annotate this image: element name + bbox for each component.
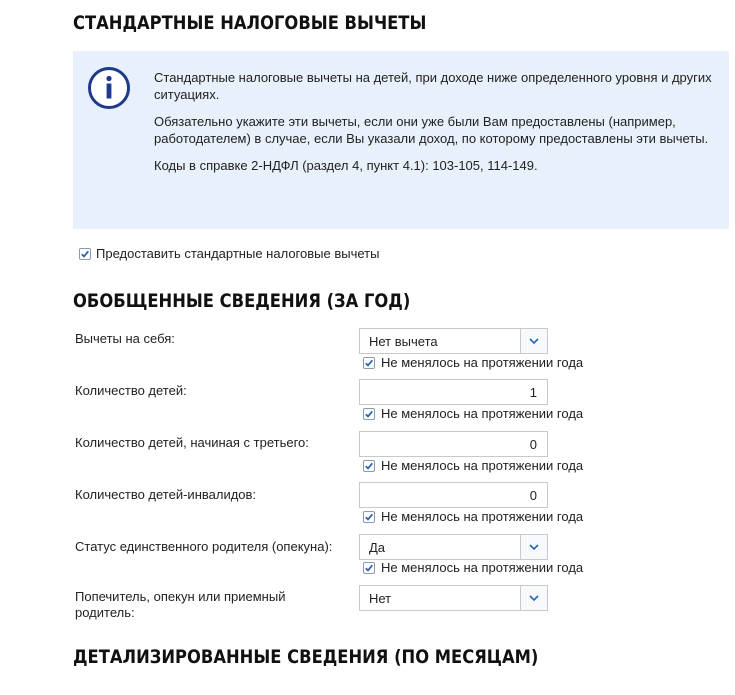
checkmark-icon: [364, 358, 374, 368]
field-label-children-count: Количество детей:: [75, 383, 187, 398]
unchanged-label[interactable]: Не менялось на протяжении года: [381, 458, 584, 473]
field-label-self-deductions: Вычеты на себя:: [75, 331, 175, 346]
chevron-down-icon[interactable]: [520, 329, 547, 353]
chevron-down-icon[interactable]: [520, 586, 547, 610]
input-value: 1: [529, 385, 537, 400]
single-parent-select[interactable]: [359, 534, 548, 560]
chevron-down-icon[interactable]: [520, 535, 547, 559]
checkmark-icon: [364, 563, 374, 573]
field-label-children-from-third: Количество детей, начиная с третьего:: [75, 435, 309, 450]
info-paragraph: Обязательно укажите эти вычеты, если они уже были Вам предоставлены (например, работодателем) в случае, если Вы указали доход, по которому предоставлены эти вычеты.: [154, 114, 709, 146]
section-title-detailed: ДЕТАЛИЗИРОВАННЫЕ СВЕДЕНИЯ (ПО МЕСЯЦАМ): [73, 646, 539, 668]
unchanged-checkbox[interactable]: [363, 357, 375, 369]
select-value: Нет вычета: [369, 334, 438, 349]
self-deductions-select[interactable]: [359, 328, 548, 354]
info-paragraph: Стандартные налоговые вычеты на детей, при доходе ниже определенного уровня и других ситуациях.: [154, 70, 712, 102]
unchanged-checkbox[interactable]: [363, 562, 375, 574]
unchanged-label[interactable]: Не менялось на протяжении года: [381, 509, 584, 524]
unchanged-checkbox[interactable]: [363, 408, 375, 420]
info-icon: [87, 66, 131, 110]
unchanged-label[interactable]: Не менялось на протяжении года: [381, 406, 584, 421]
field-label-disabled-children: Количество детей-инвалидов:: [75, 487, 257, 502]
unchanged-checkbox[interactable]: [363, 460, 375, 472]
section-title-summary: ОБОБЩЕННЫЕ СВЕДЕНИЯ (ЗА ГОД): [73, 290, 411, 312]
provide-deductions-checkbox[interactable]: [79, 248, 91, 260]
field-label-guardian: Попечитель, опекун или приемный родитель:: [75, 589, 286, 620]
unchanged-label[interactable]: Не менялось на протяжении года: [381, 560, 584, 575]
children-from-third-input[interactable]: [359, 431, 548, 457]
input-value: 0: [529, 488, 537, 503]
unchanged-checkbox[interactable]: [363, 511, 375, 523]
guardian-select[interactable]: [359, 585, 548, 611]
disabled-children-input[interactable]: [359, 482, 548, 508]
checkmark-icon: [364, 409, 374, 419]
select-value: Нет: [369, 591, 392, 606]
select-value: Да: [369, 540, 386, 555]
children-count-input[interactable]: [359, 379, 548, 405]
section-title-standard-deductions: СТАНДАРТНЫЕ НАЛОГОВЫЕ ВЫЧЕТЫ: [73, 12, 427, 34]
checkmark-icon: [364, 461, 374, 471]
provide-deductions-label[interactable]: Предоставить стандартные налоговые вычеты: [96, 246, 380, 261]
checkmark-icon: [364, 512, 374, 522]
unchanged-label[interactable]: Не менялось на протяжении года: [381, 355, 584, 370]
field-label-single-parent: Статус единственного родителя (опекуна):: [75, 539, 333, 554]
info-text: [154, 70, 714, 186]
info-paragraph: Коды в справке 2-НДФЛ (раздел 4, пункт 4.1): 103-105, 114-149.: [154, 158, 538, 173]
checkmark-icon: [80, 249, 90, 259]
info-panel: [73, 51, 729, 229]
input-value: 0: [529, 437, 537, 452]
